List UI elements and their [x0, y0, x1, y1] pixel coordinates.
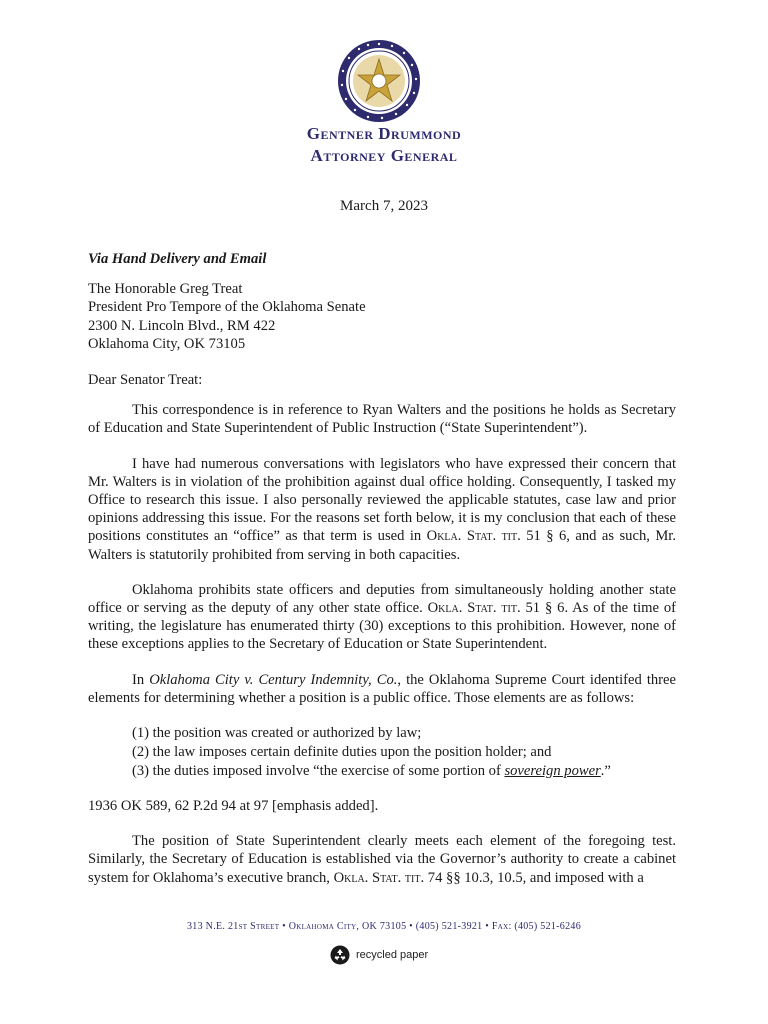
paragraph-2: [88, 455, 676, 564]
list-item-3-tail: .”: [600, 763, 611, 780]
case-name: Oklahoma City v. Century Indemnity, Co.: [149, 671, 398, 688]
emphasis-text: sovereign power: [504, 763, 601, 780]
paragraph-3-text1: Oklahoma prohibits state officers and deputies from simultaneously holding another state office or serving as the deputy of any other state office.: [88, 581, 676, 617]
letterhead-title: Attorney General: [310, 146, 458, 165]
recycle-icon: [330, 945, 350, 965]
recycled-paper-mark: [330, 944, 450, 966]
elements-list: [132, 724, 676, 781]
paragraph-2-text: I have had numerous conversations with legislators who have expressed their concern that Mr. Walters is in violation of the prohibition against dual office holding. Consequently, I tasked my Office to research this issue. I also personally reviewed the applicable statutes, case law and prior opinions addressing this issue. For the reasons set forth below, it is my conclusion that each of these positions constitutes an “office” as that term is used in: [88, 455, 676, 545]
paragraph-4: [88, 671, 676, 707]
salutation: Dear Senator Treat:: [88, 372, 203, 389]
paragraph-2-tail: 51 § 6, and as such, Mr. Walters is statutorily prohibited from serving in both capacities.: [88, 528, 677, 563]
letterhead-name: Gentner Drummond: [306, 124, 462, 143]
recycled-paper-label: recycled paper: [356, 949, 429, 961]
paragraph-5: [88, 832, 676, 887]
paragraph-5-tail: 74 §§ 10.3, 10.5, and imposed with a: [424, 869, 644, 886]
statute-cite: Okla. Stat. tit.: [426, 528, 521, 545]
paragraph-1: This correspondence is in reference to Ryan Walters and the positions he holds as Secretary of Education and State Superintendent of Public Instruction (“State Superintendent”).: [88, 402, 676, 437]
address-line: President Pro Tempore of the Oklahoma Senate: [88, 299, 366, 316]
case-citation: 1936 OK 589, 62 P.2d 94 at 97 [emphasis added].: [88, 798, 379, 815]
list-item: [132, 762, 676, 781]
statute-cite: Okla. Stat. tit.: [427, 600, 521, 617]
paragraph-4-text: , the Oklahoma Supreme Court identifed three elements for determining whether a position is a public office. Those elements are as follows:: [88, 671, 676, 706]
paragraph-4-lead: In: [132, 671, 150, 688]
letter-body: [88, 250, 676, 904]
letter-date: March 7, 2023: [340, 198, 428, 214]
address-line: The Honorable Greg Treat: [88, 281, 243, 298]
statute-cite: Okla. Stat. tit.: [333, 869, 425, 886]
list-item: (1) the position was created or authorized by law;: [132, 725, 422, 742]
paragraph-3-text2: 51 § 6. As of the time of writing, the legislature has enumerated thirty (30) exceptions to this prohibition. However, none of these exceptions applies to the Secretary of Education or State Superintendent.: [88, 600, 676, 653]
recipient-address: [88, 280, 676, 353]
paragraph-3: [88, 581, 676, 654]
footer-address: 313 N.E. 21st Street • Oklahoma City, OK 73105 • (405) 521-3921 • Fax: (405) 521-6246: [186, 921, 582, 932]
state-seal-icon: [337, 39, 421, 123]
delivery-method: Via Hand Delivery and Email: [88, 251, 267, 267]
paragraph-5-text: The position of State Superintendent clearly meets each element of the foregoing test. Similarly, the Secretary of Education is established via the Governor’s authority to create a cabinet system for Oklahoma’s executive branch,: [88, 833, 676, 886]
address-line: Oklahoma City, OK 73105: [88, 335, 246, 352]
address-line: 2300 N. Lincoln Blvd., RM 422: [88, 317, 276, 334]
list-item: (2) the law imposes certain definite duties upon the position holder; and: [132, 744, 552, 761]
list-item-3-lead: (3) the duties imposed involve “the exercise of some portion of: [132, 763, 505, 780]
